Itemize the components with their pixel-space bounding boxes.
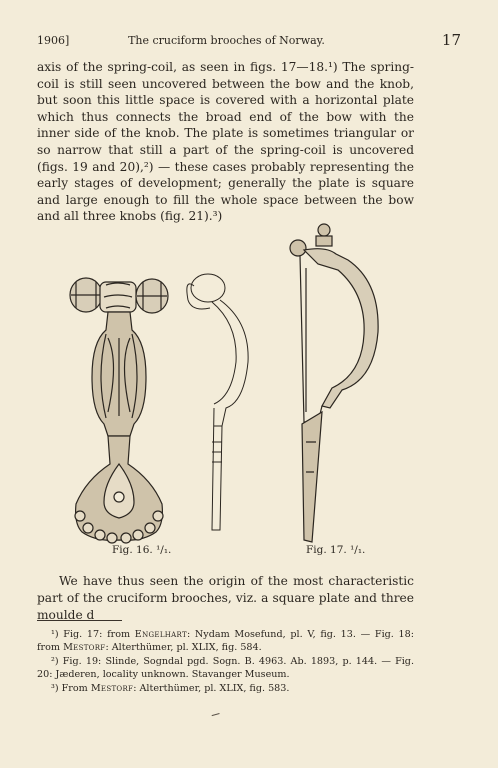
footnote-1: ¹) Fig. 17: from Engelhart: Nydam Mosefund, pl. V, fig. 13. — Fig. 18: from Mestorf: Alterthümer, pl. XLIX, fig. 584. xyxy=(37,629,414,654)
page-number: 17 xyxy=(441,31,461,49)
body-paragraph-1: axis of the spring-coil, as seen in figs. 17—18.¹) The spring-coil is still seen uncovered between the bow and the knob, but soon this little space is covered with a horizontal plate which thus connects the broad end of the bow with the inner side of the knob. The plate is sometimes triangular or so narrow that still a part of the spring-coil is uncovered (figs. 19 and 20),²) — these cases probably representing the early stages of development; generally the plate is square and large enough to fill the whole space between the bow and all three knobs (fig. 21).³) xyxy=(37,60,414,224)
footnote-divider xyxy=(37,620,122,621)
figure-17-caption: Fig. 17. ¹/₁. xyxy=(306,544,366,556)
footnote-3: ³) From Mestorf: Alterthümer, pl. XLIX, fig. 583. xyxy=(51,682,290,694)
footnote-2: ²) Fig. 19: Slinde, Sogndal pgd. Sogn. B. 4963. Ab. 1893, p. 144. — Fig. 20: Jæderen, locality unknown. Stavanger Museum. xyxy=(37,655,414,681)
fig17-brooch-illustration xyxy=(290,224,378,542)
figure-16-caption: Fig. 16. ¹/₁. xyxy=(112,544,172,556)
header-year: 1906] xyxy=(37,34,70,47)
figure-illustrations xyxy=(0,212,498,567)
footnotes xyxy=(37,628,414,695)
ink-mark xyxy=(212,713,221,719)
fig16-brooch-front-illustration xyxy=(70,278,168,543)
header-title: The cruciform brooches of Norway. xyxy=(128,34,325,47)
fig16-brooch-side-illustration xyxy=(187,274,248,530)
running-header xyxy=(37,31,461,49)
paragraph-2-text: We have thus seen the origin of the most characteristic part of the cruciform brooches, viz. a square plate and three moulde d xyxy=(37,574,414,622)
body-paragraph-2 xyxy=(37,573,414,624)
